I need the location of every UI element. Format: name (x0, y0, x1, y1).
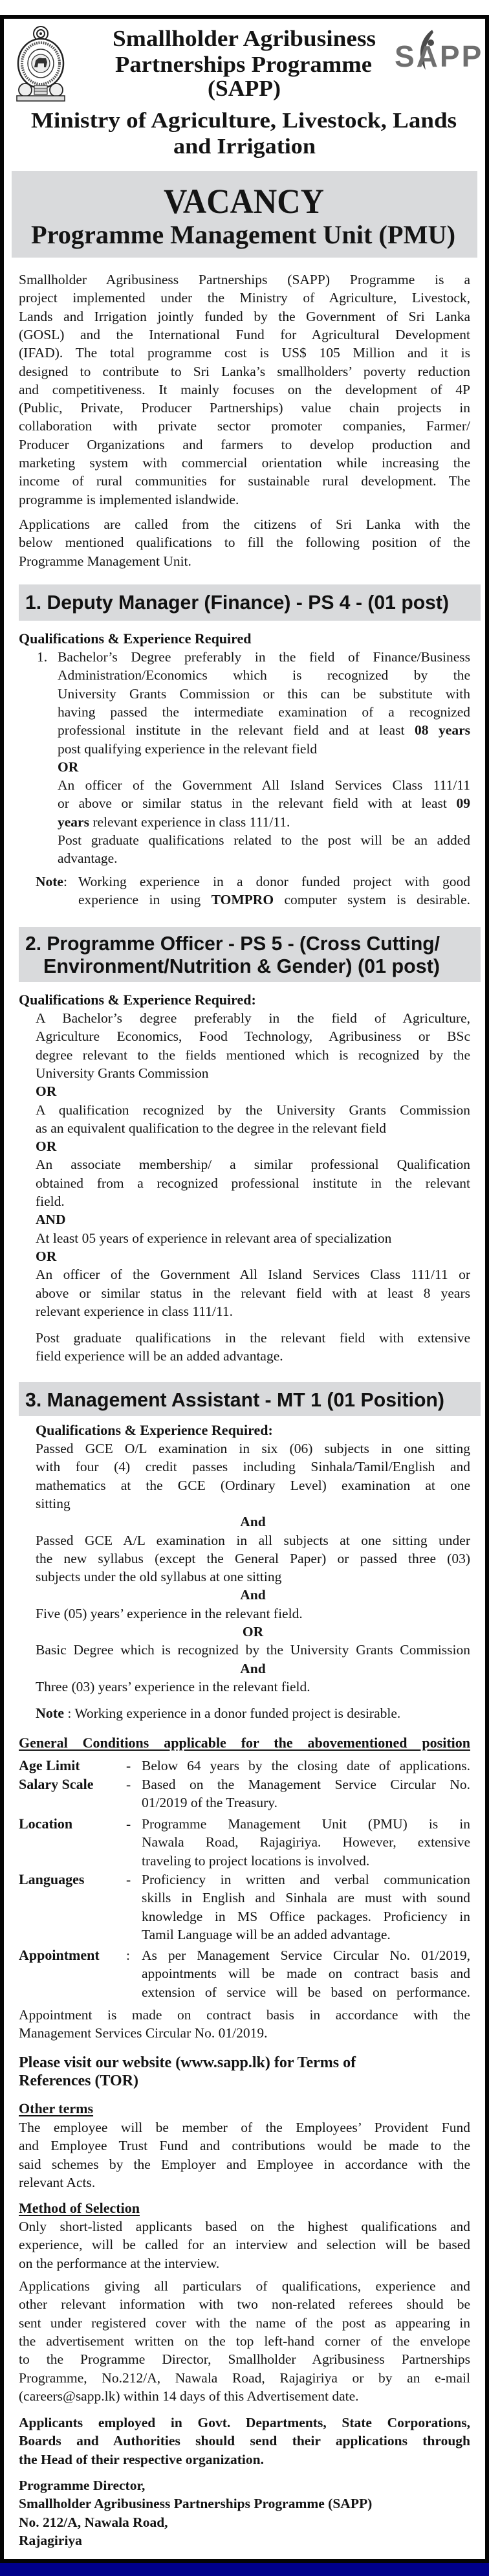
text-segment: relevant experience in class 111/11. (89, 814, 290, 830)
position-3-requirement-line: Five (05) years’ experience in the relevant field. (36, 1605, 303, 1621)
position-3-requirement-line (36, 1623, 470, 1641)
application-instructions-line: (careers@sapp.lk) within 14 days of this Advertisement date. (19, 2388, 359, 2404)
position-2-requirement-line: A Bachelor’s degree preferably in the field of Agriculture, (36, 1010, 470, 1026)
position-2-requirement-line: field. (36, 1194, 65, 1209)
position-2-title-line-1: 2. Programme Officer - PS 5 - (Cross Cutting/ (25, 932, 440, 955)
position-2-requirement-line: above or similar status in the relevant field with at least 8 years (36, 1285, 470, 1301)
requirement-number: 1. (37, 649, 48, 665)
position-2-requirement-line (36, 1082, 470, 1100)
position-2-requirement-line: relevant experience in class 111/11. (36, 1303, 234, 1319)
position-2-requirement-line (36, 1210, 470, 1228)
position-3-title: 3. Management Assistant - MT 1 (01 Position) (25, 1388, 444, 1411)
position-2-title-line-2: Environment/Nutrition & Gender) (01 post) (43, 955, 440, 977)
intro-paragraph-line: marketing system with commercial orientation while increasing the (19, 455, 470, 471)
intro-paragraph-line: and competitiveness. It mainly focuses on the development of 4P (19, 381, 470, 397)
programme-title-line-1: Smallholder Agribusiness (113, 26, 376, 51)
position-2-requirement-line: A qualification recognized by the University Grants Commission (36, 1102, 470, 1118)
appointment-note-line: Appointment is made on contract basis in accordance with the (19, 2007, 470, 2023)
position-1-requirement-line: Bachelor’s Degree preferably in the field of Finance/Business (58, 649, 470, 665)
other-terms-line: relevant Acts. (19, 2174, 96, 2190)
condition-location-line: Nawala Road, Rajagiriya. However, extensive (142, 1834, 470, 1850)
position-3-note: Note : Working experience in a donor funded project is desirable. (36, 1705, 401, 1721)
application-instructions-line: other relevant information with two non-related referees should be (19, 2296, 470, 2313)
national-emblem-icon (15, 25, 67, 102)
position-1-requirement-line: having passed the intermediate examination of a recognized (58, 704, 470, 720)
condition-location-line: Programme Management Unit (PMU) is in (142, 1816, 470, 1832)
position-1-requirement-line: An officer of the Government All Island Services Class 111/11 (58, 777, 470, 794)
intro-paragraph-line: Applications are called from the citizens of Sri Lanka with the (19, 516, 470, 532)
position-3-requirement-line: subjects under the old syllabus at one sitting (36, 1569, 282, 1585)
text-segment: computer system is desirable. (274, 892, 471, 908)
position-1-requirement-line (58, 758, 470, 776)
emphasis-text: OR (58, 759, 79, 775)
position-1-requirement-line (58, 813, 470, 831)
application-instructions-line: Applications giving all particulars of qualifications, experience and (19, 2278, 470, 2294)
position-1-requirement-line: advantage. (58, 850, 118, 867)
govt-applicants-note-line: Applicants employed in Govt. Departments, State Corporations, (19, 2415, 470, 2430)
condition-separator: - (126, 1872, 131, 1887)
condition-separator: - (126, 1777, 131, 1792)
other-terms-line: said schemes by the Employer and Employee in accordance with the (19, 2156, 470, 2172)
condition-languages-line: knowledge in MS Office packages. Proficiency in (142, 1908, 470, 1924)
website-note-line: Please visit our website (www.sapp.lk) for Terms of (19, 2054, 356, 2071)
position-3-qualifications-heading: Qualifications & Experience Required: (36, 1422, 273, 1438)
text-segment: professional institute in the relevant field and at least (58, 722, 415, 738)
position-2-requirement-line: An officer of the Government All Island Services Class 111/11 or (36, 1267, 470, 1283)
position-3-requirement-line: with four (4) credit passes including Sinhala/Tamil/English and (36, 1459, 470, 1475)
condition-salary-scale-line: 01/2019 of the Treasury. (142, 1795, 278, 1811)
position-3-requirement-line: Basic Degree which is recognized by the University Grants Commission (36, 1642, 470, 1658)
position-1-qualifications-heading: Qualifications & Experience Required (19, 630, 252, 647)
condition-label-salary-scale: Salary Scale (19, 1776, 94, 1792)
position-3-requirement-line: Passed GCE A/L examination in all subjects at one sitting under (36, 1532, 470, 1548)
condition-separator: : (126, 1948, 130, 1963)
intro-paragraph-line: below mentioned qualifications to fill the following position of the (19, 535, 470, 551)
condition-salary-scale-line: Based on the Management Service Circular No. (142, 1777, 470, 1792)
condition-appointment-line: As per Management Service Circular No. 01/2019, (142, 1948, 470, 1963)
intro-paragraph-line: Producer Organizations and farmers to develop production and (19, 436, 470, 452)
position-1-requirement-line: post qualifying experience in the relevant field (58, 740, 318, 757)
emphasis-text: 08 years (414, 722, 470, 738)
position-3-requirement-line (36, 1660, 470, 1678)
emphasis-text: OR (36, 1248, 57, 1264)
application-instructions-line: sent under registered cover with the name of the post as appearing in (19, 2315, 470, 2331)
position-2-requirement-line: degree relevant to the fields mentioned which is recognized by the (36, 1047, 470, 1063)
intro-paragraph-line: Smallholder Agribusiness Partnerships (SAPP) Programme is a (19, 272, 470, 287)
emphasis-text: And (240, 1514, 266, 1530)
condition-separator: - (126, 1816, 131, 1832)
selection-paragraph-line: Only short-listed applicants based on the highest qualifications and (19, 2219, 470, 2234)
emphasis-text: OR (242, 1624, 264, 1639)
govt-applicants-note-line: the Head of their respective organization. (19, 2451, 264, 2467)
emphasis-text: OR (36, 1083, 57, 1100)
other-terms-line: and Employee Trust Fund and contributions would be made to the (19, 2138, 470, 2154)
vacancy-heading: VACANCY (164, 182, 324, 221)
ministry-line-2: and Irrigation (173, 135, 316, 159)
position-3-requirement-line: Passed GCE O/L examination in six (06) subjects in one sitting (36, 1441, 470, 1456)
position-2-qualifications-heading: Qualifications & Experience Required: (19, 992, 256, 1008)
emphasis-text: And (240, 1660, 266, 1676)
condition-languages-line: skills in English and Sinhala are must with sound (142, 1890, 470, 1906)
position-2-requirement-line: At least 05 years of experience in relevant area of specialization (36, 1230, 392, 1246)
postal-address-line: Smallholder Agribusiness Partnerships Programme (SAPP) (19, 2496, 373, 2512)
appointment-note-line: Management Services Circular No. 01/2019. (19, 2025, 268, 2041)
unit-heading: Programme Management Unit (PMU) (31, 220, 456, 249)
general-conditions-heading: General Conditions applicable for the abovementioned position (19, 1735, 470, 1751)
intro-paragraph-line: (IFAD). The total programme cost is US$ 105 Million and it is (19, 345, 470, 361)
position-2-requirement-line: University Grants Commission (36, 1065, 209, 1081)
position-2-requirement-line: obtained from a recognized professional institute in the relevant (36, 1175, 470, 1191)
condition-separator: - (126, 1758, 131, 1773)
condition-label-appointment: Appointment (19, 1947, 100, 1963)
selection-paragraph-line: on the performance at the interview. (19, 2255, 220, 2271)
position-2-advantage-line: Post graduate qualifications in the relevant field with extensive (36, 1330, 470, 1346)
position-2-requirement-line: Agriculture Economics, Food Technology, Agribusiness or BSc (36, 1028, 470, 1045)
programme-title-line-3: (SAPP) (208, 76, 281, 101)
position-1-note-line (78, 891, 470, 909)
position-1-title: 1. Deputy Manager (Finance) - PS 4 - (01 post) (25, 591, 449, 614)
position-3-requirement-line: sitting (36, 1495, 71, 1511)
application-instructions-line: to the Programme Director, Smallholder Agribusiness Partnerships (19, 2351, 470, 2368)
postal-address-line: No. 212/A, Nawala Road, (19, 2514, 168, 2530)
emphasis-text: years (58, 814, 89, 830)
intro-paragraph-line: programme is implemented islandwide. (19, 491, 239, 507)
other-terms-line: The employee will be member of the Employees’ Provident Fund (19, 2120, 470, 2135)
intro-paragraph-line: (GOSL) and the International Fund for Agricultural Development (19, 326, 470, 342)
emphasis-text: 09 (456, 795, 470, 812)
emphasis-text: OR (36, 1138, 57, 1155)
position-3-requirement-line (36, 1586, 470, 1604)
position-2-requirement-line (36, 1137, 470, 1155)
position-3-requirement-line: the new syllabus (except the General Paper) or passed three (03) (36, 1550, 470, 1566)
position-1-requirement-line: Post graduate qualifications related to the post will be an added (58, 832, 470, 848)
condition-location-line: traveling to project locations is involved. (142, 1852, 370, 1869)
position-3-requirement-line (36, 1513, 470, 1531)
position-1-note-line: Working experience in a donor funded project with good (78, 874, 470, 889)
position-1-requirement-line: University Grants Commission or this can be substitute with (58, 685, 470, 702)
intro-paragraph-line: (Public, Private, Producer Partnerships) value chain projects in (19, 400, 470, 416)
emphasis-text: And (240, 1587, 266, 1603)
emphasis-text: TOMPRO (211, 892, 274, 908)
programme-title-line-2: Partnerships Programme (115, 52, 372, 77)
postal-address-line: Rajagiriya (19, 2532, 82, 2548)
position-3-requirement-line: Three (03) years’ experience in the relevant field. (36, 1678, 310, 1694)
text-segment: or above or similar status in the relevant field with at least (58, 795, 457, 812)
other-terms-heading: Other terms (19, 2100, 94, 2116)
condition-age-limit-line: Below 64 years by the closing date of applications. (142, 1758, 470, 1773)
intro-paragraph-line: collaboration with private sector promoter companies, Farmer/ (19, 418, 470, 434)
sapp-logo (395, 28, 484, 78)
condition-appointment-line: extension of service will be based on performance. (142, 1984, 470, 2000)
ministry-line-1: Ministry of Agriculture, Livestock, Lands (31, 109, 457, 133)
intro-paragraph-line: Programme Management Unit. (19, 553, 191, 569)
condition-label-location: Location (19, 1815, 73, 1832)
condition-appointment-line: appointments will be made on contract basis and (142, 1966, 470, 1982)
bottom-color-band (0, 2563, 489, 2576)
selection-paragraph-line: experience, will be called for an interview and selection will be based (19, 2237, 470, 2253)
text-segment: experience in using (78, 892, 212, 908)
intro-paragraph-line: Lands and Irrigation jointly funded by the Government of Sri Lanka (19, 308, 470, 324)
condition-languages-line: Tamil Language will be an added advantage. (142, 1926, 391, 1942)
application-instructions-line: Programme, No.212/A, Nawala Road, Rajagiriya or by an e-mail (19, 2370, 470, 2386)
condition-languages-line: Proficiency in written and verbal communication (142, 1872, 470, 1887)
position-2-requirement-line: An associate membership/ a similar professional Qualification (36, 1157, 470, 1173)
position-2-requirement-line: as an equivalent qualification to the degree in the relevant field (36, 1120, 387, 1136)
position-1-requirement-line: Administration/Economics which is recognized by the (58, 667, 470, 683)
position-2-advantage-line: field experience will be an added advantage. (36, 1348, 283, 1364)
position-1-note-label: Note: (36, 874, 67, 889)
position-1-requirement-line (58, 721, 470, 739)
application-instructions-line: the advertisement written on the top left-hand corner of the envelope (19, 2333, 470, 2349)
intro-paragraph-line: project implemented under the Ministry of Agriculture, Livestock, (19, 290, 470, 306)
intro-paragraph-line: designed to contribute to Sri Lanka’s smallholders’ poverty reduction (19, 363, 470, 379)
postal-address-line: Programme Director, (19, 2478, 146, 2493)
website-note-line: References (TOR) (19, 2072, 139, 2090)
emphasis-text: AND (36, 1212, 66, 1228)
govt-applicants-note-line: Boards and Authorities should send their applications through (19, 2433, 470, 2449)
condition-label-age-limit: Age Limit (19, 1757, 80, 1773)
sapp-logo-text: SAPP (395, 39, 484, 73)
position-3-requirement-line: mathematics at the GCE (Ordinary Level) examination at one (36, 1477, 470, 1493)
intro-paragraph-line: income of rural communities for sustainable rural development. The (19, 473, 470, 489)
position-1-requirement-line (58, 794, 470, 812)
position-2-requirement-line (36, 1247, 470, 1265)
method-of-selection-heading: Method of Selection (19, 2200, 140, 2216)
condition-label-languages: Languages (19, 1871, 85, 1887)
